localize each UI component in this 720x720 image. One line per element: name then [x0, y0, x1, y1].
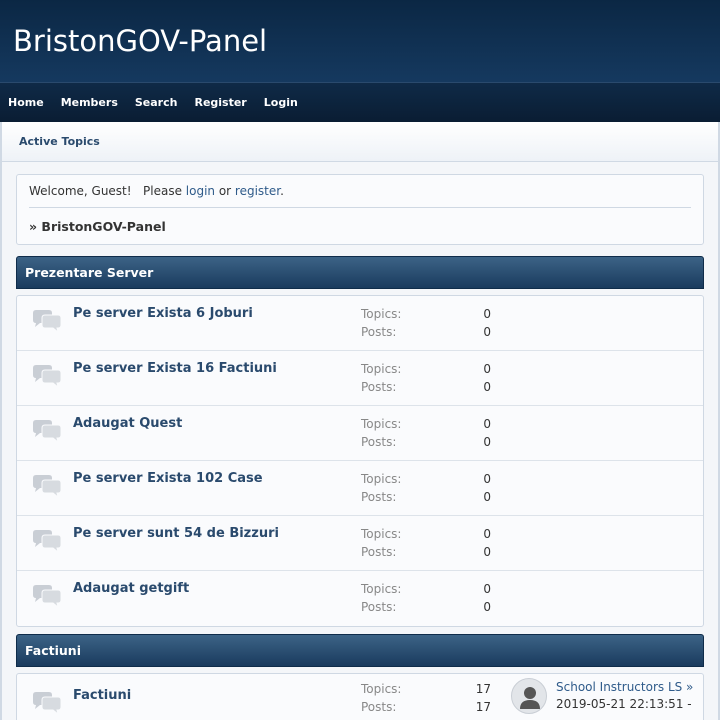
topics-label: Topics:: [361, 682, 402, 696]
forum-row: [17, 296, 703, 351]
forum-stats: [361, 362, 491, 397]
posts-label: Posts:: [361, 324, 397, 339]
posts-label: Posts:: [361, 434, 397, 449]
speech-bubbles-icon: [31, 584, 63, 610]
sub-navbar: [0, 122, 720, 162]
posts-label: Posts:: [361, 699, 397, 714]
speech-bubbles-icon: [31, 529, 63, 555]
topics-count: 0: [483, 417, 491, 431]
posts-count: 0: [483, 599, 491, 614]
topics-count: 17: [475, 682, 491, 696]
forum-list-factiuni: [16, 673, 704, 720]
posts-count: 17: [475, 699, 491, 714]
nav-search[interactable]: Search: [134, 96, 178, 109]
forum-title[interactable]: Pe server Exista 102 Case: [73, 471, 263, 486]
forum-title[interactable]: Pe server Exista 6 Joburi: [73, 306, 253, 321]
speech-bubbles-icon: [31, 309, 63, 335]
topics-count: 0: [483, 582, 491, 596]
topics-label: Topics:: [361, 362, 402, 376]
login-link[interactable]: login: [185, 184, 216, 198]
forum-title[interactable]: Pe server sunt 54 de Bizzuri: [73, 526, 279, 541]
posts-count: 0: [483, 379, 491, 394]
forum-stats: [361, 417, 491, 452]
posts-count: 0: [483, 544, 491, 559]
forum-title[interactable]: Adaugat getgift: [73, 581, 190, 596]
posts-label: Posts:: [361, 379, 397, 394]
posts-label: Posts:: [361, 544, 397, 559]
register-link[interactable]: register: [234, 184, 281, 198]
welcome-message: [29, 184, 691, 208]
speech-bubbles-icon: [31, 691, 63, 717]
welcome-text: Welcome, Guest! Please: [29, 184, 186, 198]
forum-title[interactable]: Pe server Exista 16 Factiuni: [73, 361, 277, 376]
forum-stats: [361, 582, 491, 617]
speech-bubbles-icon: [31, 419, 63, 445]
posts-label: Posts:: [361, 599, 397, 614]
site-header: [0, 0, 720, 82]
nav-login[interactable]: Login: [263, 96, 298, 109]
topics-count: 0: [483, 527, 491, 541]
nav-register[interactable]: Register: [194, 96, 247, 109]
forum-row: [17, 461, 703, 516]
forum-row: [17, 571, 703, 626]
default-avatar-icon[interactable]: [511, 678, 547, 714]
breadcrumb: » BristonGOV-Panel: [29, 219, 166, 234]
posts-count: 0: [483, 434, 491, 449]
topics-count: 0: [483, 307, 491, 321]
forum-title[interactable]: Factiuni: [73, 688, 132, 703]
nav-members[interactable]: Members: [60, 96, 118, 109]
forum-row: [17, 351, 703, 406]
speech-bubbles-icon: [31, 364, 63, 390]
forum-list-prezentare-server: [16, 295, 704, 627]
welcome-or: or: [215, 184, 235, 198]
topics-label: Topics:: [361, 527, 402, 541]
topics-label: Topics:: [361, 582, 402, 596]
speech-bubbles-icon: [31, 474, 63, 500]
active-topics-link[interactable]: Active Topics: [19, 135, 100, 148]
welcome-suffix: .: [280, 184, 284, 198]
last-post-title[interactable]: School Instructors LS »: [556, 680, 694, 694]
posts-label: Posts:: [361, 489, 397, 504]
main-navbar: [0, 82, 720, 122]
forum-title[interactable]: Adaugat Quest: [73, 416, 183, 431]
site-title[interactable]: BristonGOV-Panel: [13, 24, 268, 58]
topics-label: Topics:: [361, 472, 402, 486]
nav-home[interactable]: Home: [8, 96, 44, 109]
welcome-box: [16, 174, 704, 245]
topics-count: 0: [483, 472, 491, 486]
forum-row: [17, 674, 703, 720]
main-content: [0, 162, 720, 720]
topics-label: Topics:: [361, 307, 402, 321]
category-header-factiuni[interactable]: Factiuni: [16, 634, 704, 667]
forum-stats: [361, 682, 491, 717]
posts-count: 0: [483, 489, 491, 504]
forum-stats: [361, 472, 491, 507]
forum-stats: [361, 527, 491, 562]
forum-stats: [361, 307, 491, 342]
posts-count: 0: [483, 324, 491, 339]
forum-row: [17, 406, 703, 461]
topics-count: 0: [483, 362, 491, 376]
topics-label: Topics:: [361, 417, 402, 431]
last-post: [511, 678, 711, 718]
forum-row: [17, 516, 703, 571]
category-header-prezentare-server[interactable]: Prezentare Server: [16, 256, 704, 289]
last-post-date: 2019-05-21 22:13:51 -: [556, 697, 692, 711]
